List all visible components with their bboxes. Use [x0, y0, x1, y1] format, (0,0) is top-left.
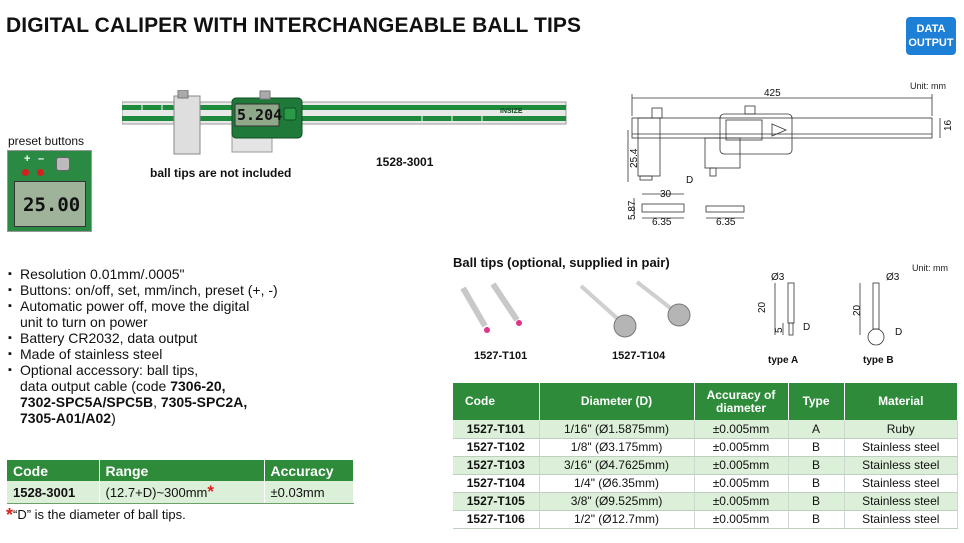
spec-header-row — [7, 460, 354, 481]
preset-inset — [7, 150, 92, 232]
ball-material: Stainless steel — [844, 510, 958, 528]
feature-item: ▪ Battery CR2032, data output — [8, 330, 278, 346]
type-b-length: 20 — [852, 304, 863, 316]
ball-tips-table — [453, 383, 958, 529]
spec-code: 1528-3001 — [7, 481, 99, 504]
table-row — [453, 510, 958, 528]
feature-item: ▪ Optional accessory: ball tips, — [8, 362, 278, 378]
ball-tips-heading: Ball tips (optional, supplied in pair) — [453, 255, 670, 270]
ball-code: 1527-T102 — [453, 438, 539, 456]
ball-code: 1527-T101 — [453, 420, 539, 438]
ball-accuracy: ±0.005mm — [694, 510, 788, 528]
caliper-drawing — [610, 86, 955, 232]
ball-code: 1527-T105 — [453, 492, 539, 510]
ball-material: Stainless steel — [844, 492, 958, 510]
ball-header-code: Code — [453, 383, 539, 420]
tip-type-drawings — [745, 275, 915, 357]
type-a-small: 5 — [774, 327, 785, 333]
table-row — [453, 492, 958, 510]
spec-table — [7, 460, 354, 504]
feature-item-cont: unit to turn on power — [20, 314, 148, 330]
type-a-d: D — [803, 322, 811, 333]
ball-type: B — [788, 438, 844, 456]
ball-type: B — [788, 456, 844, 474]
dim-jaw: 25.4 — [629, 148, 640, 168]
footnote-star: * — [6, 505, 14, 525]
drawing-unit: Unit: mm — [910, 81, 946, 91]
ball-header-material: Material — [844, 383, 958, 420]
ball-code: 1527-T106 — [453, 510, 539, 528]
ball-tips-photo — [455, 280, 710, 346]
feature-item: ▪ Made of stainless steel — [8, 346, 278, 362]
spec-header-accuracy: Accuracy — [264, 460, 354, 481]
dim-30: 30 — [660, 189, 672, 200]
caliper-photo — [122, 90, 567, 160]
type-b-phi: Ø3 — [886, 272, 900, 283]
table-row — [453, 456, 958, 474]
brand-mark: INSIZE — [500, 108, 523, 115]
ball-diameter: 1/8" (Ø3.175mm) — [539, 438, 694, 456]
ball-type: B — [788, 492, 844, 510]
ball-accuracy: ±0.005mm — [694, 456, 788, 474]
ball-diameter: 1/16" (Ø1.5875mm) — [539, 420, 694, 438]
table-row — [453, 438, 958, 456]
page-title: DIGITAL CALIPER WITH INTERCHANGEABLE BALL TIPS — [6, 14, 582, 37]
ball-diameter: 3/8" (Ø9.525mm) — [539, 492, 694, 510]
ball-accuracy: ±0.005mm — [694, 420, 788, 438]
spec-range-cell: (12.7+D)~300mm* — [99, 481, 264, 504]
ball-type: B — [788, 510, 844, 528]
preset-minus-button-icon — [37, 169, 44, 176]
table-row — [453, 474, 958, 492]
data-output-line1: DATA — [916, 23, 946, 35]
feature-item: ▪ Buttons: on/off, set, mm/inch, preset (+, -) — [8, 282, 278, 298]
footnote-text: “D” is the diameter of ball tips. — [13, 507, 186, 522]
ball-header-accuracy: Accuracy of diameter — [694, 383, 788, 420]
ball-diameter: 1/2" (Ø12.7mm) — [539, 510, 694, 528]
feature-item-cont: 7302-SPC5A/SPC5B, 7305-SPC2A, — [20, 394, 248, 410]
footnote — [6, 505, 186, 526]
spec-header-code: Code — [7, 460, 99, 481]
feature-item-cont: data output cable (code 7306-20, — [20, 378, 226, 394]
feature-item: ▪ Resolution 0.01mm/.0005" — [8, 266, 278, 282]
ball-type: B — [788, 474, 844, 492]
dim-587: 5.87 — [627, 200, 638, 220]
ball-type: A — [788, 420, 844, 438]
ball-tip-label-b: 1527-T104 — [612, 350, 666, 362]
ball-accuracy: ±0.005mm — [694, 438, 788, 456]
ball-diameter: 3/16" (Ø4.7625mm) — [539, 456, 694, 474]
table-row — [7, 481, 354, 504]
ball-material: Stainless steel — [844, 474, 958, 492]
dim-635a: 6.35 — [652, 217, 672, 228]
ball-material: Stainless steel — [844, 456, 958, 474]
ball-accuracy: ±0.005mm — [694, 492, 788, 510]
type-b-label: type B — [863, 355, 894, 366]
dim-length: 425 — [764, 88, 781, 99]
ball-diameter: 1/4" (Ø6.35mm) — [539, 474, 694, 492]
preset-plus-label: + — [24, 153, 31, 165]
ball-tips-unit: Unit: mm — [912, 263, 948, 273]
type-b-d: D — [895, 327, 903, 338]
type-a-phi: Ø3 — [771, 272, 785, 283]
product-model: 1528-3001 — [376, 155, 434, 169]
ball-accuracy: ±0.005mm — [694, 474, 788, 492]
type-a-length: 20 — [757, 301, 768, 313]
caliper-display-value: 5.204 — [237, 106, 283, 124]
spec-header-range: Range — [99, 460, 264, 481]
ball-material: Ruby — [844, 420, 958, 438]
spec-accuracy: ±0.03mm — [264, 481, 354, 504]
ball-header-row — [453, 383, 958, 420]
preset-minus-label: – — [38, 153, 45, 165]
feature-item-cont: 7305-A01/A02) — [20, 410, 116, 426]
preset-display-value: 25.00 — [23, 194, 81, 216]
table-row — [453, 420, 958, 438]
ball-code: 1527-T104 — [453, 474, 539, 492]
spec-asterisk: * — [207, 482, 215, 501]
features-list — [8, 266, 278, 426]
preset-lcd — [14, 181, 86, 227]
dim-d: D — [686, 175, 694, 186]
ball-tips-note: ball tips are not included — [150, 166, 292, 180]
ball-material: Stainless steel — [844, 438, 958, 456]
preset-plus-button-icon — [22, 169, 29, 176]
preset-buttons-label: preset buttons — [8, 134, 85, 148]
ball-code: 1527-T103 — [453, 456, 539, 474]
ball-header-diameter: Diameter (D) — [539, 383, 694, 420]
knob-icon — [56, 157, 70, 171]
dim-635b: 6.35 — [716, 217, 736, 228]
dim-height: 16 — [943, 119, 954, 131]
ball-header-type: Type — [788, 383, 844, 420]
data-output-badge — [906, 17, 956, 55]
type-a-label: type A — [768, 355, 799, 366]
feature-item: ▪ Automatic power off, move the digital — [8, 298, 278, 314]
data-output-line2: OUTPUT — [908, 37, 954, 49]
ball-tip-label-a: 1527-T101 — [474, 350, 528, 362]
